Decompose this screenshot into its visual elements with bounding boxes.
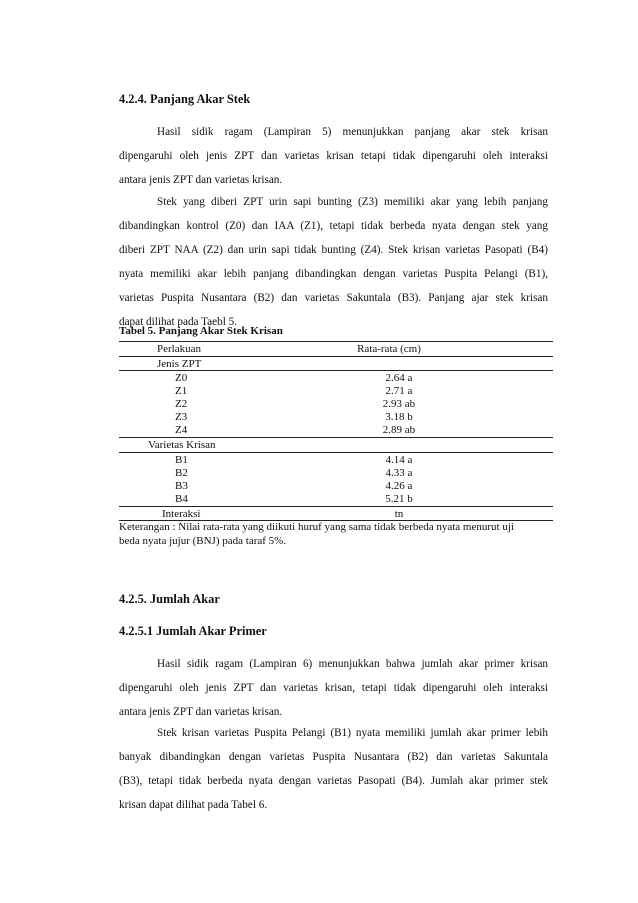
paragraph-anova-primary-roots bbox=[119, 652, 548, 724]
table-row bbox=[119, 424, 553, 437]
table-row bbox=[119, 411, 553, 424]
row-value: 2.64 a bbox=[385, 372, 413, 384]
header-perlakuan: Perlakuan bbox=[157, 343, 201, 355]
group-rule bbox=[119, 370, 553, 371]
table-note bbox=[119, 520, 553, 548]
row-label: B4 bbox=[175, 493, 188, 505]
row-label: B2 bbox=[175, 467, 188, 479]
row-value: 2.71 a bbox=[385, 385, 413, 397]
table-row bbox=[119, 385, 553, 398]
text-line: (B3), tetapi tidak berbeda nyata dengan varietas Pasopati (B4). Jumlah akar primer stek bbox=[119, 775, 548, 787]
row-label: Z3 bbox=[175, 411, 188, 423]
text-line: antara jenis ZPT dan varietas krisan. bbox=[119, 174, 283, 186]
note-line: Keterangan : Nilai rata-rata yang diikuti huruf yang sama tidak berbeda nyata menurut uji bbox=[119, 521, 514, 533]
text-line: antara jenis ZPT dan varietas krisan. bbox=[119, 706, 283, 718]
table-row bbox=[119, 372, 553, 385]
row-label: B3 bbox=[175, 480, 188, 492]
row-label: B1 bbox=[175, 454, 188, 466]
row-label: Interaksi bbox=[162, 508, 201, 520]
row-value: 2.93 ab bbox=[382, 398, 416, 410]
row-value: 2.89 ab bbox=[382, 424, 416, 436]
text-line: banyak dibandingkan dengan varietas Puspita Nusantara (B2) dan varietas Sakuntala bbox=[119, 751, 548, 763]
group-label-row bbox=[119, 439, 553, 452]
row-value: 4.26 a bbox=[385, 480, 413, 492]
table-row bbox=[119, 467, 553, 480]
text-line: Hasil sidik ragam (Lampiran 6) menunjukkan bahwa jumlah akar primer krisan bbox=[157, 658, 548, 670]
text-line: Hasil sidik ragam (Lampiran 5) menunjukkan panjang akar stek krisan bbox=[157, 126, 548, 138]
text-line: dapat dilihat pada Taebl 5. bbox=[119, 316, 237, 328]
row-label: Z1 bbox=[175, 385, 188, 397]
text-line: varietas Puspita Nusantara (B2) dan varietas Sakuntala (B3). Panjang ajar stek krisan bbox=[119, 292, 548, 304]
table-title: Tabel 5. Panjang Akar Stek Krisan bbox=[119, 325, 283, 337]
table-header-row bbox=[119, 343, 553, 356]
group-label: Jenis ZPT bbox=[157, 358, 202, 370]
table-row bbox=[119, 493, 553, 506]
table-top-rule bbox=[119, 341, 553, 342]
paragraph-variety-comparison bbox=[119, 721, 548, 817]
row-value: 3.18 b bbox=[385, 411, 413, 423]
table-row bbox=[119, 454, 553, 467]
paragraph-zpt-comparison bbox=[119, 190, 548, 334]
text-line: dipengaruhi oleh jenis ZPT dan varietas krisan, tetapi tidak dipengaruhi oleh interaksi bbox=[119, 682, 548, 694]
text-line: dibandingkan kontrol (Z0) dan IAA (Z1), tetapi tidak berbeda nyata dengan stek yang bbox=[119, 220, 548, 232]
text-line: dipengaruhi oleh jenis ZPT dan varietas krisan tetapi tidak dipengaruhi oleh interaksi bbox=[119, 150, 548, 162]
row-label: Z2 bbox=[175, 398, 188, 410]
group-rule bbox=[119, 506, 553, 507]
table-header-rule bbox=[119, 356, 553, 357]
text-line: krisan dapat dilihat pada Tabel 6. bbox=[119, 799, 268, 811]
table-row bbox=[119, 480, 553, 493]
header-rata-rata: Rata-rata (cm) bbox=[357, 343, 421, 355]
text-line: Stek yang diberi ZPT urin sapi bunting (Z3) memiliki akar yang lebih panjang bbox=[157, 196, 548, 208]
text-line: diberi ZPT NAA (Z2) dan urin sapi tidak bunting (Z4). Stek krisan varietas Pasopati (B4) bbox=[119, 244, 548, 256]
row-value: 4.14 a bbox=[385, 454, 413, 466]
text-line: Stek krisan varietas Puspita Pelangi (B1) nyata memiliki jumlah akar primer lebih bbox=[157, 727, 548, 739]
section-heading-4-2-5: 4.2.5. Jumlah Akar bbox=[119, 592, 220, 606]
section-heading-4-2-4: 4.2.4. Panjang Akar Stek bbox=[119, 92, 251, 106]
text-line: nyata memiliki akar lebih panjang dibandingkan dengan varietas Puspita Pelangi (B1), bbox=[119, 268, 548, 280]
paragraph-anova-length bbox=[119, 120, 548, 192]
group-rule bbox=[119, 437, 553, 438]
section-heading-4-2-5-1: 4.2.5.1 Jumlah Akar Primer bbox=[119, 624, 267, 638]
row-label: Z4 bbox=[175, 424, 188, 436]
table-row bbox=[119, 398, 553, 411]
group-rule bbox=[119, 452, 553, 453]
note-line: beda nyata jujur (BNJ) pada taraf 5%. bbox=[119, 535, 287, 547]
row-value: tn bbox=[394, 508, 404, 520]
row-label: Z0 bbox=[175, 372, 188, 384]
group-label: Varietas Krisan bbox=[148, 439, 216, 451]
row-value: 4.33 a bbox=[385, 467, 413, 479]
row-value: 5.21 b bbox=[385, 493, 413, 505]
